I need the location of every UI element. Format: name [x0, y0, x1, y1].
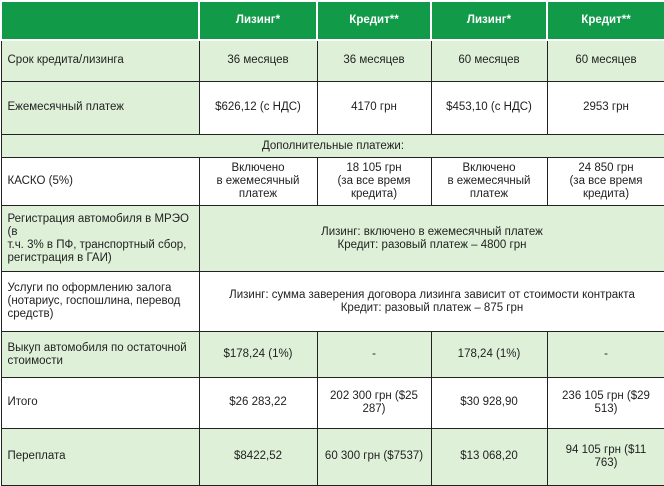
row-label-collateral-line3: средств)	[7, 308, 54, 321]
table-row-monthly	[1, 81, 664, 134]
row-label-monthly: Ежемесячный платеж	[1, 81, 199, 134]
table-row-registration	[1, 206, 664, 272]
row-label-collateral-line2: (нотариус, госпошлина, перевод	[7, 295, 181, 308]
cell-kasko-3-line3: платеж	[469, 188, 509, 201]
row-label-registration	[1, 206, 199, 272]
row-label-collateral-line1: Услуги по оформлению залога	[7, 282, 172, 295]
cell-kasko-2-line2: (за все время	[337, 175, 411, 188]
cell-kasko-3-line1: Включено	[462, 162, 516, 175]
cell-kasko-1-line2: в ежемесячный	[216, 175, 300, 188]
cell-kasko-1-line3: платеж	[238, 188, 278, 201]
cell-kasko-1	[199, 158, 317, 206]
cell-monthly-2: 4170 грн	[317, 81, 431, 134]
cell-term-2: 36 месяцев	[317, 40, 431, 82]
col-header-leasing-36: Лизинг*	[199, 1, 317, 40]
table-row-total	[1, 378, 664, 429]
header-corner	[1, 1, 199, 40]
col-header-credit-36: Кредит**	[317, 1, 431, 40]
cell-buyout-1: $178,24 (1%)	[199, 332, 317, 378]
cell-kasko-2-line1: 18 105 грн	[346, 162, 402, 175]
col-header-credit-60: Кредит**	[547, 1, 664, 40]
cell-kasko-3	[431, 158, 547, 206]
table-row-additional-header	[1, 134, 664, 157]
cell-kasko-4-line1: 24 850 грн	[578, 162, 634, 175]
cell-term-3: 60 месяцев	[431, 40, 547, 82]
cell-monthly-3: $453,10 (с НДС)	[431, 81, 547, 134]
cell-monthly-1: $626,12 (с НДС)	[199, 81, 317, 134]
cell-kasko-3-line2: в ежемесячный	[447, 175, 531, 188]
header-row	[1, 1, 664, 40]
cell-kasko-1-line1: Включено	[231, 162, 285, 175]
row-label-registration-line1: Регистрация автомобиля в МРЭО (в	[7, 212, 189, 238]
table-row-overpay	[1, 428, 664, 485]
row-label-buyout-line1: Выкуп автомобиля по остаточной	[7, 341, 187, 354]
table-row-collateral	[1, 272, 664, 332]
cell-total-1: $26 283,22	[199, 378, 317, 429]
cell-buyout-4: -	[547, 332, 664, 378]
cell-registration-credit: Кредит: разовый платеж – 4800 грн	[337, 238, 527, 251]
cell-total-4: 236 105 грн ($29 513)	[547, 378, 664, 429]
col-header-leasing-60: Лизинг*	[431, 1, 547, 40]
cell-registration-leasing: Лизинг: включено в ежемесячный платеж	[321, 225, 543, 238]
cell-collateral-merged	[199, 272, 664, 332]
cell-overpay-2: 60 300 грн ($7537)	[317, 428, 431, 485]
cell-overpay-3: $13 068,20	[431, 428, 547, 485]
cell-kasko-2-line3: кредита)	[350, 188, 398, 201]
cell-buyout-2: -	[317, 332, 431, 378]
row-label-registration-line2: т.ч. 3% в ПФ, транспортный сбор,	[7, 238, 187, 251]
table-row-term	[1, 40, 664, 82]
section-title-additional: Дополнительные платежи:	[1, 134, 664, 157]
row-label-overpay: Переплата	[1, 428, 199, 485]
cell-collateral-leasing: Лизинг: сумма заверения договора лизинга зависит от стоимости контракта	[229, 288, 635, 301]
row-label-collateral	[1, 272, 199, 332]
row-label-buyout-line2: стоимости	[7, 354, 63, 367]
cell-registration-merged	[199, 206, 664, 272]
row-label-registration-line3: регистрация в ГАИ)	[7, 251, 112, 264]
row-label-term: Срок кредита/лизинга	[1, 40, 199, 82]
cell-monthly-4: 2953 грн	[547, 81, 664, 134]
cell-kasko-4	[547, 158, 664, 206]
cell-kasko-4-line2: (за все время	[569, 175, 643, 188]
cell-total-2: 202 300 грн ($25 287)	[317, 378, 431, 429]
cell-collateral-credit: Кредит: разовый платеж – 875 грн	[340, 301, 524, 314]
cell-kasko-4-line3: кредита)	[582, 188, 630, 201]
table-row-buyout	[1, 332, 664, 378]
cell-overpay-4: 94 105 грн ($11 763)	[547, 428, 664, 485]
cell-buyout-3: 178,24 (1%)	[431, 332, 547, 378]
cell-kasko-2	[317, 158, 431, 206]
row-label-buyout	[1, 332, 199, 378]
row-label-total: Итого	[1, 378, 199, 429]
cell-overpay-1: $8422,52	[199, 428, 317, 485]
table-row-kasko	[1, 158, 664, 206]
cell-total-3: $30 928,90	[431, 378, 547, 429]
cell-term-1: 36 месяцев	[199, 40, 317, 82]
row-label-kasko: КАСКО (5%)	[1, 158, 199, 206]
cell-term-4: 60 месяцев	[547, 40, 664, 82]
